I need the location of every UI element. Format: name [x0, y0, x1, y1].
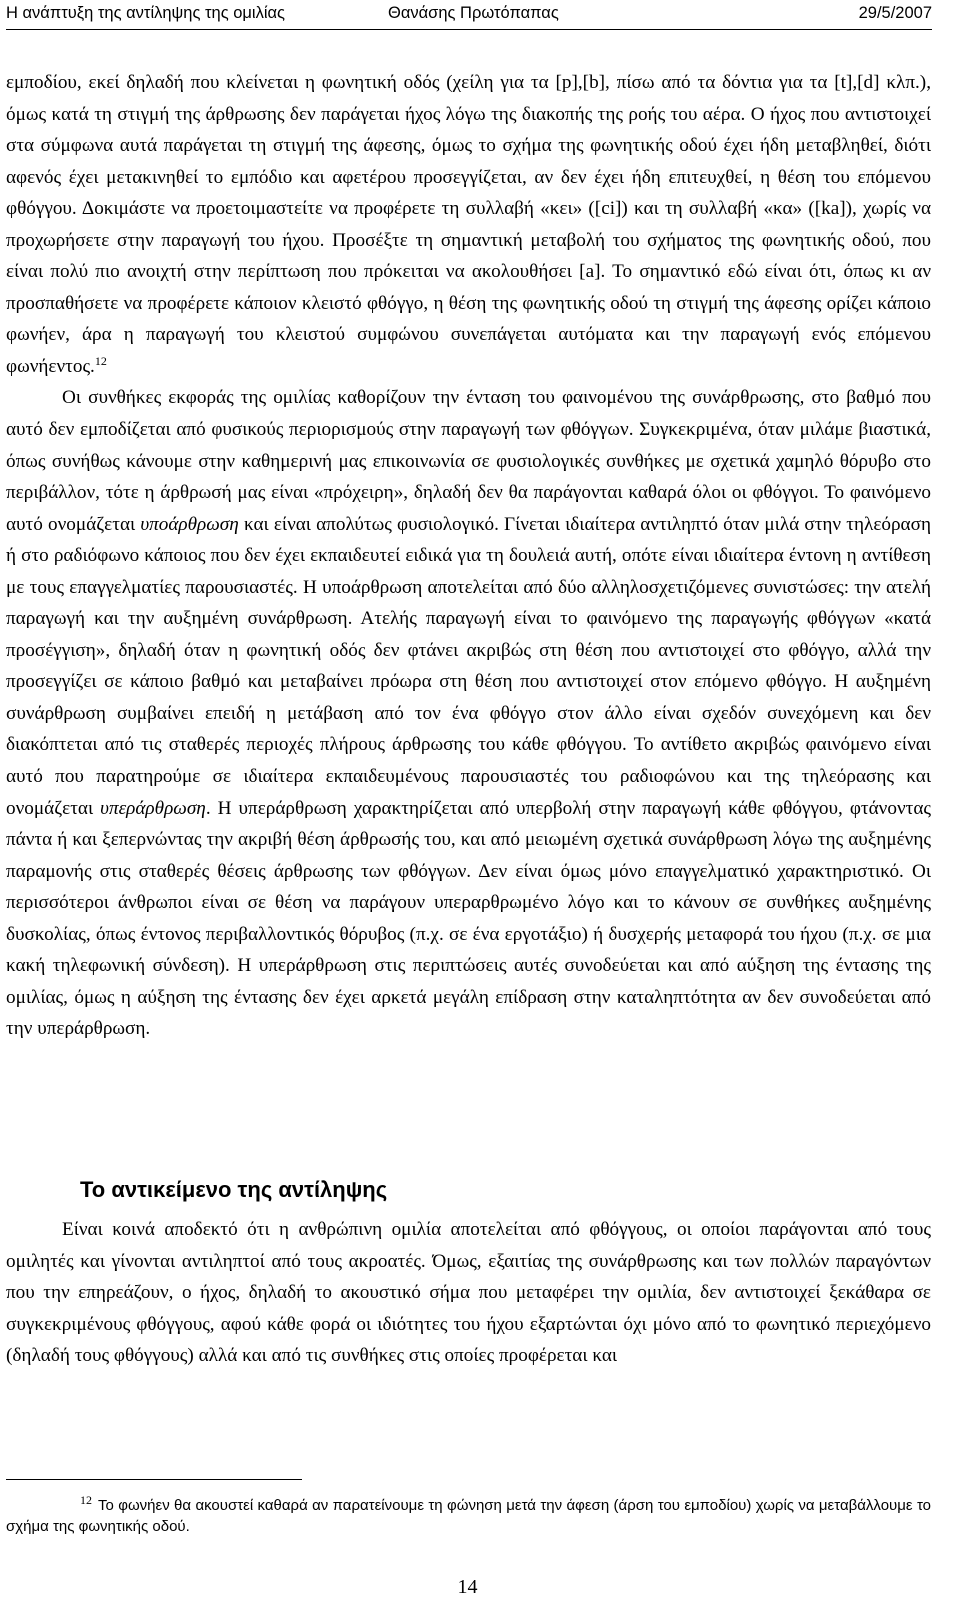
section-heading: Το αντικείμενο της αντίληψης	[80, 1177, 388, 1202]
footnote	[6, 1490, 931, 1537]
term-italic: υποάρθρωση	[140, 513, 239, 535]
footnote-divider	[6, 1479, 302, 1480]
paragraph-continued	[6, 67, 931, 382]
body-section-2	[6, 1214, 931, 1372]
paragraph-text: Οι συνθήκες εκφοράς της ομιλίας καθορίζουν την ένταση του φαινομένου της συνάρθρωσης, στο βαθμό που αυτό δεν εμποδίζεται από φυσικούς περιορισμούς στην παραγωγή των φθόγγων. Συγκεκριμένα, όταν μιλάμε βιαστικά, όπως συνήθως κάνουμε στην καθημερινή μας επικοινωνία σε φυσιολογικές συνθήκες με σχετικά χαμηλό θόρυβο στο περιβάλλον, τότε η άρθρωσή μας είναι «πρόχειρη», δηλαδή δεν θα παράγονται καθαρά όλοι οι φθόγγοι. Το φαινόμενο αυτό ονομάζεται	[6, 387, 931, 535]
body-section-1	[6, 67, 931, 1045]
footnote-reference: 12	[94, 353, 107, 368]
paragraph-text: Είναι κοινά αποδεκτό ότι η ανθρώπινη ομιλία αποτελείται από φθόγγους, οι οποίοι παράγονται από τους ομιλητές και γίνονται αντιληπτοί από τους ακροατές. Όμως, εξαιτίας της συνάρθρωσης και των πολλών παραγόντων που την επηρεάζουν, ο ήχος, δηλαδή το ακουστικό σήμα που μεταφέρει την ομιλία, δεν αντιστοιχεί ξεκάθαρα σε συγκεκριμένους φθόγγους, αφού κάθε φορά οι ιδιότητες του ήχου εξαρτώνται όχι μόνο από το φωνητικό περιεχόμενο (δηλαδή τους φθόγγους) αλλά και από τις συνθήκες στις οποίες προφέρεται και	[6, 1219, 931, 1367]
footnote-text: Το φωνήεν θα ακουστεί καθαρά αν παρατείνουμε τη φώνηση μετά την άφεση (άρση του εμποδίου) χωρίς να μεταβάλλουμε το σχήμα της φωνητικής οδού.	[6, 1497, 931, 1535]
header-date: 29/5/2007	[858, 4, 932, 22]
paragraph-text: . Η υπεράρθρωση χαρακτηρίζεται από υπερβολή στην παραγωγή κάθε φθόγγου, φτάνοντας πάντα ή και ξεπερνώντας την ακριβή θέση άρθρωσής του, και από μειωμένη σχετικά συνάρθρωση λόγω της αυξημένης παραμονής στις σταθερές θέσεις άρθρωσης των φθόγγων. Δεν είναι όμως μόνο επαγγελματικό χαρακτηριστικό. Οι περισσότεροι άνθρωποι είναι σε θέση να παράγουν υπεραρθρωμένο λόγο και το κάνουν σε συνθήκες αυξημένης δυσκολίας, όπως έντονος περιβαλλοντικός θόρυβος (π.χ. σε ένα εργοτάξιο) ή δυσχερής μεταφορά του ήχου (π.χ. σε μια κακή τηλεφωνική σύνδεση). Η υπεράρθρωση στις περιπτώσεις αυτές συνοδεύεται και από αύξηση της έντασης της ομιλίας, όμως η αύξηση της έντασης δεν έχει αρκετά μεγάλη επίδραση στην καταληπτότητα αν δεν συνοδεύεται από την υπεράρθρωση.	[6, 797, 931, 1040]
term-italic: υπεράρθρωση	[100, 797, 206, 819]
paragraph-hypoarticulation	[6, 382, 931, 1044]
page-number: 14	[457, 1576, 478, 1598]
paragraph-text: και είναι απολύτως φυσιολογικό. Γίνεται ιδιαίτερα αντιληπτό όταν μιλά στην τηλεόραση ή στο ραδιόφωνο κάποιος που δεν έχει εκπαιδευτεί ειδικά για τη δουλειά αυτή, οπότε είναι ιδιαίτερα έντονη η αντίθεση με τους επαγγελματίες παρουσιαστές. Η υποάρθρωση αποτελείται από δύο αλληλοσχετιζόμενες συνιστώσες: την ατελή παραγωγή και την αυξημένη συνάρθρωση. Ατελής παραγωγή είναι το φαινόμενο της παραγωγής φθόγγων «κατά προσέγγιση», δηλαδή όταν η φωνητική οδός δεν φτάνει ακριβώς στη θέση που αντιστοιχεί στο φθόγγο, αλλά την προσεγγίζει σε κάποιο βαθμό και μεταβαίνει πρόωρα στη θέση που αντιστοιχεί στον επόμενο φθόγγο. Η αυξημένη συνάρθρωση συμβαίνει επειδή η μετάβαση από τον ένα φθόγγο στον άλλο είναι σχεδόν συνεχόμενη και δεν διακόπτεται από τις σταθερές περιοχές πλήρους άρθρωσης του κάθε φθόγγου. Το αντίθετο ακριβώς φαινόμενο είναι αυτό που παρατηρούμε σε ιδιαίτερα εκπαιδευμένους παρουσιαστές του ραδιοφώνου και της τηλεόρασης και ονομάζεται	[6, 513, 931, 819]
footnote-number: 12	[80, 1493, 92, 1507]
running-header	[6, 2, 932, 32]
paragraph-text: εμποδίου, εκεί δηλαδή που κλείνεται η φωνητική οδός (χείλη για τα [p],[b], πίσω από τα δόντια για τα [t],[d] κλπ.), όμως κατά τη στιγμή της άρθρωσης δεν παράγεται ήχος λόγω της διακοπής της ροής του αέρα. Ο ήχος που αντιστοιχεί στα σύμφωνα αυτά παράγεται τη στιγμή της άφεσης, όμως το σχήμα της φωνητικής οδού έχει ήδη μεταβληθεί, διότι αφενός έχει μετακινηθεί το εμπόδιο και αφετέρου προσεγγίζεται, αν δεν έχει ήδη επιτευχθεί, η θέση του επόμενου φθόγγου. Δοκιμάστε να προετοιμαστείτε να προφέρετε τη συλλαβή «κει» ([ci]) και τη συλλαβή «κα» ([ka]), χωρίς να προχωρήσετε στην παραγωγή του ήχου. Προσέξτε τη σημαντική μεταβολή του σχήματος της φωνητικής οδού, που είναι πολύ πιο ανοιχτή στην περίπτωση που πρόκειται να ακολουθήσει [a]. Το σημαντικό εδώ είναι ότι, όπως κι αν προσπαθήσετε να προφέρετε κάποιον κλειστό φθόγγο, η θέση της φωνητικής οδού τη στιγμή της άφεσης ορίζει κάποιο φωνήεν, άρα η παραγωγή του κλειστού συμφώνου συνεπάγεται αυτόματα και την παραγωγή ενός επόμενου φωνήεντος.	[6, 72, 931, 377]
header-title: Η ανάπτυξη της αντίληψης της ομιλίας	[6, 4, 285, 22]
header-divider	[6, 29, 932, 30]
header-author: Θανάσης Πρωτόπαπας	[388, 4, 559, 22]
